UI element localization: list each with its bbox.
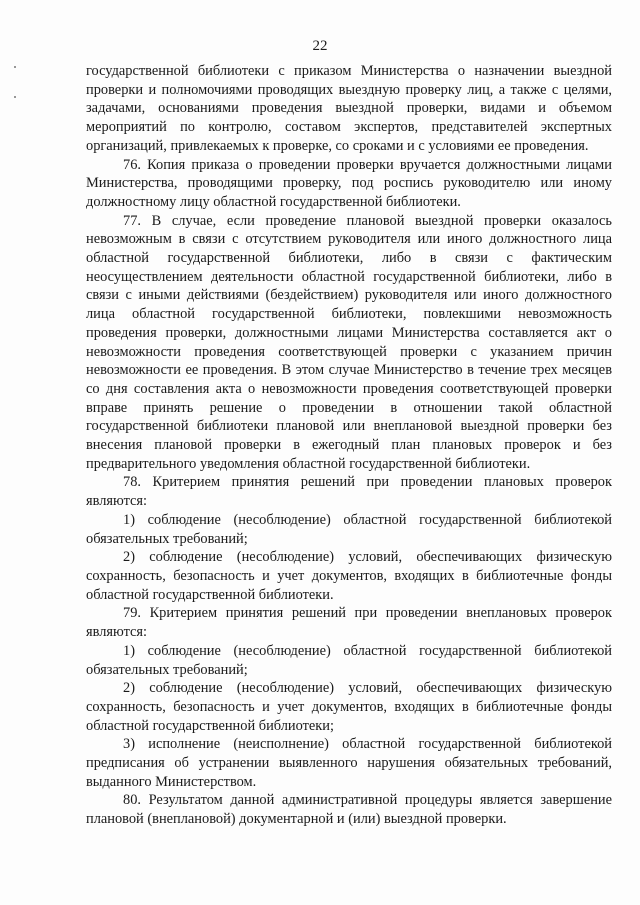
scan-speck — [14, 66, 16, 68]
scan-speck — [14, 96, 16, 98]
page-number: 22 — [312, 38, 328, 54]
list-item-78-2: 2) соблюдение (несоблюдение) условий, обеспечивающих физическую сохранность, безопасность и учет документов, входящих в библиотечные фонды областной государственной библиотеки. — [86, 549, 612, 603]
paragraph-79: 79. Критерием принятия решений при проведении внеплановых проверок являются: — [86, 605, 612, 641]
list-item-79-1: 1) соблюдение (несоблюдение) областной государственной библиотекой обязательных требований; — [86, 642, 612, 678]
paragraph-continuation: государственной библиотеки с приказом Министерства о назначении выездной проверки и полномочиями проводящих выездную проверку лиц, а также с целями, задачами, основаниями проведения выездной проверки, видами и объемом мероприятий по контролю, составом экспертов, представителей экспертных организаций, привлекаемых к проверке, со сроками и с условиями ее проведения. — [86, 63, 612, 154]
paragraph-77: 77. В случае, если проведение плановой выездной проверки оказалось невозможным в связи с отсутствием руководителя или иного должностного лица областной государственной библиотеки, либо в связи с фактическим неосуществлением деятельности областной государственной библиотеки, либо в связи с иными действиями (бездействием) руководителя или иного должностного лица областной государственной библиотеки, повлекшими невозможность проведения проверки, должностными лицами Министерства составляется акт о невозможности проведения соответствующей проверки с указанием причин невозможности ее проведения. В этом случае Министерство в течение трех месяцев со дня составления акта о невозможности проведения соответствующей проверки вправе принять решение о проведении в отношении такой областной государственной библиотеки плановой или внеплановой выездной проверки без внесения плановой проверки в ежегодный план плановых проверок и без предварительного уведомления областной государственной библиотеки. — [86, 212, 612, 472]
list-item-78-1: 1) соблюдение (несоблюдение) областной государственной библиотекой обязательных требований; — [86, 511, 612, 547]
list-item-79-2: 2) соблюдение (несоблюдение) условий, обеспечивающих физическую сохранность, безопасность и учет документов, входящих в библиотечные фонды областной государственной библиотеки; — [86, 680, 612, 734]
paragraph-80: 80. Результатом данной административной процедуры является завершение плановой (внеплановой) документарной и (или) выездной проверки. — [86, 792, 612, 828]
paragraph-76: 76. Копия приказа о проведении проверки вручается должностными лицами Министерства, проводящими проверку, под роспись руководителю или иному должностному лицу областной государственной библиотеки. — [86, 156, 612, 210]
list-item-79-3: 3) исполнение (неисполнение) областной государственной библиотекой предписания об устранении выявленного нарушения обязательных требований, выданного Министерством. — [86, 736, 612, 790]
document-body — [86, 62, 612, 829]
paragraph-78: 78. Критерием принятия решений при проведении плановых проверок являются: — [86, 474, 612, 510]
